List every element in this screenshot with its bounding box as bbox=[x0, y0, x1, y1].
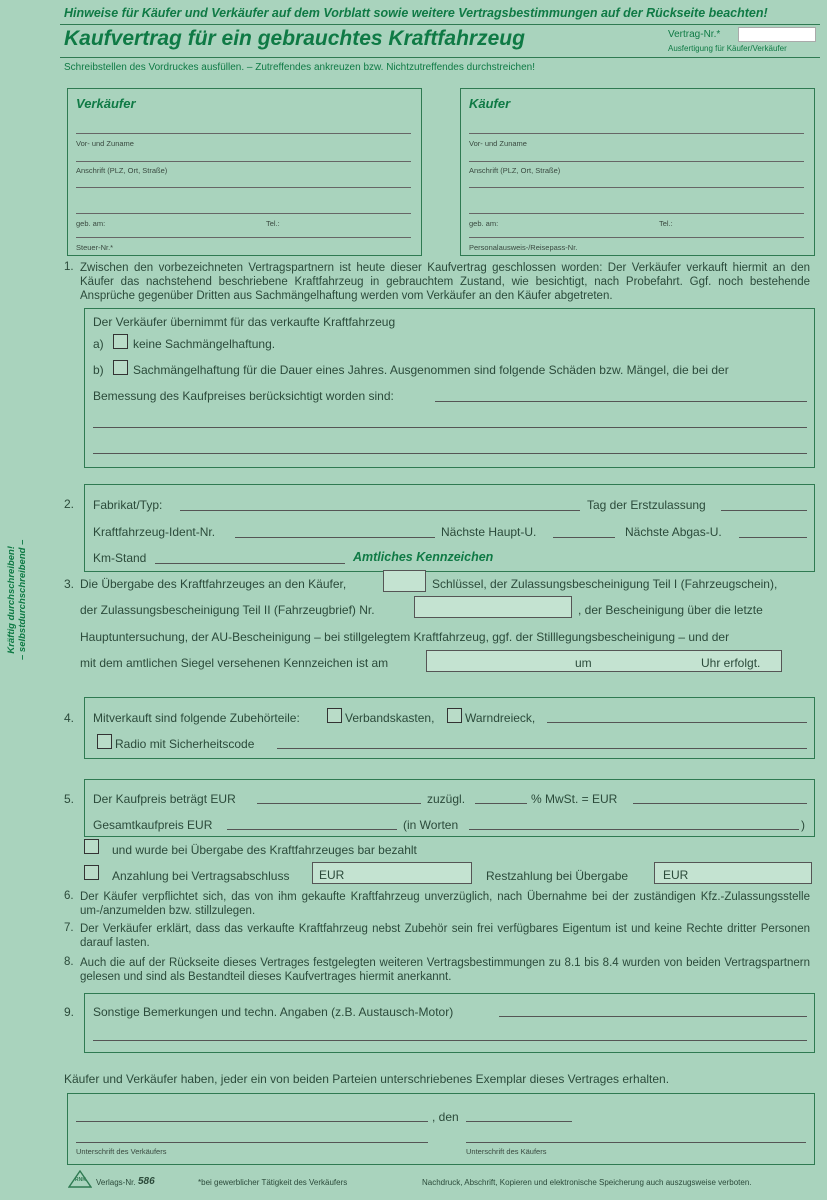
s5-close-paren: ) bbox=[801, 818, 805, 832]
seller-line-1[interactable] bbox=[76, 133, 411, 134]
s2-next-au-line[interactable] bbox=[739, 537, 807, 538]
s4-radio-label: Radio mit Sicherheitscode bbox=[115, 737, 255, 751]
date-line[interactable] bbox=[466, 1121, 572, 1122]
s9-box bbox=[84, 993, 815, 1053]
s2-box bbox=[84, 484, 815, 572]
s3-text-5: Hauptuntersuchung, der AU-Bescheinigung – bei stillgelegtem Kraftfahrzeug, ggf. der Stilllegungsbescheinigung – und der bbox=[80, 630, 730, 644]
s1-a-text: keine Sachmängelhaftung. bbox=[133, 337, 276, 351]
s4-other-line[interactable] bbox=[547, 722, 807, 723]
s1-text: Zwischen den vorbezeichneten Vertragspartnern ist heute dieser Kaufvertrag geschlossen worden: Der Verkäufer verkauft hiermit an den Käufer das nachstehend beschriebene Kraftfahrzeug in gebrauchtem Zustand, wie besichtigt, nach Probefahrt. Ggf. noch bestehende Ansprüche gegenüber Dritten aus Sachmängelhaftung werden vom Verkäufer an den Käufer abgetreten. bbox=[80, 262, 810, 302]
seller-address-label: Anschrift (PLZ, Ort, Straße) bbox=[76, 166, 168, 175]
s4-first-aid-checkbox[interactable] bbox=[327, 708, 342, 723]
s1-a-label: a) bbox=[93, 337, 104, 351]
s2-km-line[interactable] bbox=[155, 563, 345, 564]
s5-rest-input[interactable] bbox=[654, 862, 812, 884]
s3-text-3: der Zulassungsbescheinigung Teil II (Fahrzeugbrief) Nr. bbox=[80, 603, 375, 617]
contract-no-input[interactable] bbox=[738, 27, 816, 42]
seller-signature-line[interactable] bbox=[76, 1142, 428, 1143]
s9-num: 9. bbox=[64, 1005, 75, 1019]
seller-heading: Verkäufer bbox=[76, 96, 136, 111]
buyer-line-1[interactable] bbox=[469, 133, 804, 134]
logo-text: RNK bbox=[75, 1177, 86, 1183]
seller-born-line[interactable] bbox=[76, 237, 411, 238]
s4-triangle-checkbox[interactable] bbox=[447, 708, 462, 723]
s5-deposit-input[interactable] bbox=[312, 862, 472, 884]
s5-deposit-checkbox[interactable] bbox=[84, 865, 99, 880]
s5-total-line[interactable] bbox=[227, 829, 397, 830]
s9-line-1[interactable] bbox=[499, 1016, 807, 1017]
s7-text: Der Verkäufer erklärt, dass das verkaufte Kraftfahrzeug nebst Zubehör sein frei verfügbares Eigentum ist und keine Rechte dritter Personen darauf lasten. bbox=[80, 923, 810, 949]
s5-cash-label: und wurde bei Übergabe des Kraftfahrzeuges bar bezahlt bbox=[112, 843, 417, 857]
s3-text-2: Schlüssel, der Zulassungsbescheinigung Teil I (Fahrzeugschein), bbox=[432, 577, 778, 591]
s5-vat-rate-line[interactable] bbox=[475, 803, 527, 804]
s2-plate-label: Amtliches Kennzeichen bbox=[353, 550, 494, 564]
buyer-box bbox=[460, 88, 815, 256]
s5-box bbox=[84, 779, 815, 837]
s5-price-label: Der Kaufpreis beträgt EUR bbox=[93, 792, 236, 806]
s5-words-line[interactable] bbox=[469, 829, 799, 830]
instructions: Schreibstellen des Vordruckes ausfüllen. – Zutreffendes ankreuzen bzw. Nichtzutreffendes durchstreichen! bbox=[64, 62, 536, 73]
s4-num: 4. bbox=[64, 711, 75, 725]
buyer-address-line-2[interactable] bbox=[469, 213, 804, 214]
seller-signature-label: Unterschrift des Verkäufers bbox=[76, 1147, 167, 1156]
s2-num: 2. bbox=[64, 497, 75, 511]
seller-address-line[interactable] bbox=[76, 187, 411, 188]
s3-um-label: um bbox=[575, 656, 592, 670]
s8-num: 8. bbox=[64, 956, 74, 968]
s2-vin-label: Kraftfahrzeug-Ident-Nr. bbox=[93, 525, 216, 539]
buyer-phone-label: Tel.: bbox=[659, 219, 673, 228]
s2-first-reg-line[interactable] bbox=[721, 510, 807, 511]
s5-price-line[interactable] bbox=[257, 803, 421, 804]
s2-km-label: Km-Stand bbox=[93, 551, 147, 565]
s5-rest-currency: EUR bbox=[663, 868, 689, 882]
s1-defects-line-2[interactable] bbox=[93, 427, 807, 428]
buyer-heading: Käufer bbox=[469, 96, 511, 111]
s3-text-1: Die Übergabe des Kraftfahrzeuges an den Käufer, bbox=[80, 577, 347, 591]
s5-plus-label: zuzügl. bbox=[427, 792, 466, 806]
s8-text: Auch die auf der Rückseite dieses Vertrages festgelegten weiteren Vertragsbestimmungen zu 8.1 bis 8.4 wurden von beiden Vertragspartnern gelesen und sind als Bestandteil dieses Kaufvertrages hiermit anerkannt. bbox=[80, 957, 810, 983]
buyer-born-label: geb. am: bbox=[469, 219, 499, 228]
seller-id-label: Steuer-Nr.* bbox=[76, 243, 114, 252]
s4-triangle-label: Warndreieck, bbox=[465, 711, 536, 725]
s3-text-4: , der Bescheinigung über die letzte bbox=[578, 603, 763, 617]
s3-doc-no-input[interactable] bbox=[414, 596, 572, 618]
buyer-signature-label: Unterschrift des Käufers bbox=[466, 1147, 547, 1156]
copyright: Nachdruck, Abschrift, Kopieren und elektronische Speicherung auch auszugsweise verboten. bbox=[422, 1178, 752, 1187]
s2-next-hu-label: Nächste Haupt-U. bbox=[441, 525, 537, 539]
s2-vin-line[interactable] bbox=[235, 537, 435, 538]
s3-text-6: mit dem amtlichen Siegel versehenen Kennzeichen ist am bbox=[80, 656, 389, 670]
side-note: Kräftig durchschreiben! – selbstdurchschreibend – bbox=[6, 539, 28, 660]
page-title: Kaufvertrag für ein gebrauchtes Kraftfahrzeug bbox=[64, 27, 525, 50]
seller-box bbox=[67, 88, 422, 256]
place-line[interactable] bbox=[76, 1121, 428, 1122]
seller-address-line-2[interactable] bbox=[76, 213, 411, 214]
s5-total-label: Gesamtkaufpreis EUR bbox=[93, 818, 213, 832]
s6-num: 6. bbox=[64, 890, 74, 902]
seller-name-line[interactable] bbox=[76, 161, 411, 162]
footer-note: *bei gewerblicher Tätigkeit des Verkäufers bbox=[198, 1178, 348, 1187]
copy-label: Ausfertigung für Käufer/Verkäufer bbox=[668, 44, 787, 53]
seller-born-label: geb. am: bbox=[76, 219, 106, 228]
s4-box bbox=[84, 697, 815, 759]
s3-handover-field[interactable] bbox=[426, 650, 782, 672]
s4-first-aid-label: Verbandskasten, bbox=[345, 711, 435, 725]
s5-words-label: (in Worten bbox=[403, 818, 459, 832]
s1-num: 1. bbox=[64, 261, 74, 273]
buyer-id-label: Personalausweis-/Reisepass-Nr. bbox=[469, 243, 578, 252]
s3-num: 3. bbox=[64, 577, 75, 591]
header-notice: Hinweise für Käufer und Verkäufer auf dem Vorblatt sowie weitere Vertragsbestimmungen auf der Rückseite beachten! bbox=[64, 6, 768, 20]
buyer-name-label: Vor- und Zuname bbox=[469, 139, 527, 148]
s4-text: Mitverkauft sind folgende Zubehörteile: bbox=[93, 711, 300, 725]
publisher-label: Verlags-Nr. bbox=[96, 1178, 136, 1187]
s4-radio-checkbox[interactable] bbox=[97, 734, 112, 749]
s2-next-au-label: Nächste Abgas-U. bbox=[625, 525, 722, 539]
buyer-born-line[interactable] bbox=[469, 237, 804, 238]
buyer-address-label: Anschrift (PLZ, Ort, Straße) bbox=[469, 166, 561, 175]
signature-box bbox=[67, 1093, 815, 1165]
den-label: , den bbox=[432, 1110, 459, 1124]
publisher-number: 586 bbox=[138, 1176, 155, 1187]
s1-defects-line-1[interactable] bbox=[435, 401, 807, 402]
s2-next-hu-line[interactable] bbox=[553, 537, 615, 538]
s2-make-line[interactable] bbox=[180, 510, 580, 511]
s2-first-reg-label: Tag der Erstzulassung bbox=[587, 498, 706, 512]
buyer-address-line[interactable] bbox=[469, 187, 804, 188]
s3-uhr-label: Uhr erfolgt. bbox=[701, 656, 761, 670]
s1-box-title: Der Verkäufer übernimmt für das verkaufte Kraftfahrzeug bbox=[93, 315, 396, 329]
s1-b-text: Sachmängelhaftung für die Dauer eines Jahres. Ausgenommen sind folgende Schäden bzw. Mängel, die bei der bbox=[133, 363, 729, 377]
s1-defects-line-3[interactable] bbox=[93, 453, 807, 454]
s4-radio-line[interactable] bbox=[277, 748, 807, 749]
s5-deposit-label: Anzahlung bei Vertragsabschluss bbox=[112, 869, 290, 883]
s1-a-checkbox[interactable] bbox=[113, 334, 128, 349]
s1-box bbox=[84, 308, 815, 468]
buyer-name-line[interactable] bbox=[469, 161, 804, 162]
closing-text: Käufer und Verkäufer haben, jeder ein von beiden Parteien unterschriebenes Exemplar dieses Vertrages erhalten. bbox=[64, 1072, 670, 1086]
s5-cash-checkbox[interactable] bbox=[84, 839, 99, 854]
s2-make-label: Fabrikat/Typ: bbox=[93, 498, 163, 512]
s3-keys-count[interactable] bbox=[383, 570, 426, 592]
s7-num: 7. bbox=[64, 922, 74, 934]
seller-phone-label: Tel.: bbox=[266, 219, 280, 228]
s1-b-text2: Bemessung des Kaufpreises berücksichtigt worden sind: bbox=[93, 389, 394, 403]
s1-b-label: b) bbox=[93, 363, 104, 377]
s5-deposit-currency: EUR bbox=[319, 868, 345, 882]
buyer-signature-line[interactable] bbox=[466, 1142, 806, 1143]
seller-name-label: Vor- und Zuname bbox=[76, 139, 134, 148]
s9-text: Sonstige Bemerkungen und techn. Angaben (z.B. Austausch-Motor) bbox=[93, 1005, 454, 1019]
contract-no-label: Vertrag-Nr.* bbox=[668, 29, 721, 40]
s9-line-2[interactable] bbox=[93, 1040, 807, 1041]
s5-vat-line[interactable] bbox=[633, 803, 807, 804]
s1-b-checkbox[interactable] bbox=[113, 360, 128, 375]
s5-num: 5. bbox=[64, 792, 75, 806]
s6-text: Der Käufer verpflichtet sich, das von ihm gekaufte Kraftfahrzeug unverzüglich, nach Übernahme bei der zuständigen Kfz.-Zulassungsstelle um-/anzumelden bzw. stillzulegen. bbox=[80, 891, 810, 917]
s5-rest-label: Restzahlung bei Übergabe bbox=[486, 869, 629, 883]
s5-vat-label: % MwSt. = EUR bbox=[531, 792, 618, 806]
